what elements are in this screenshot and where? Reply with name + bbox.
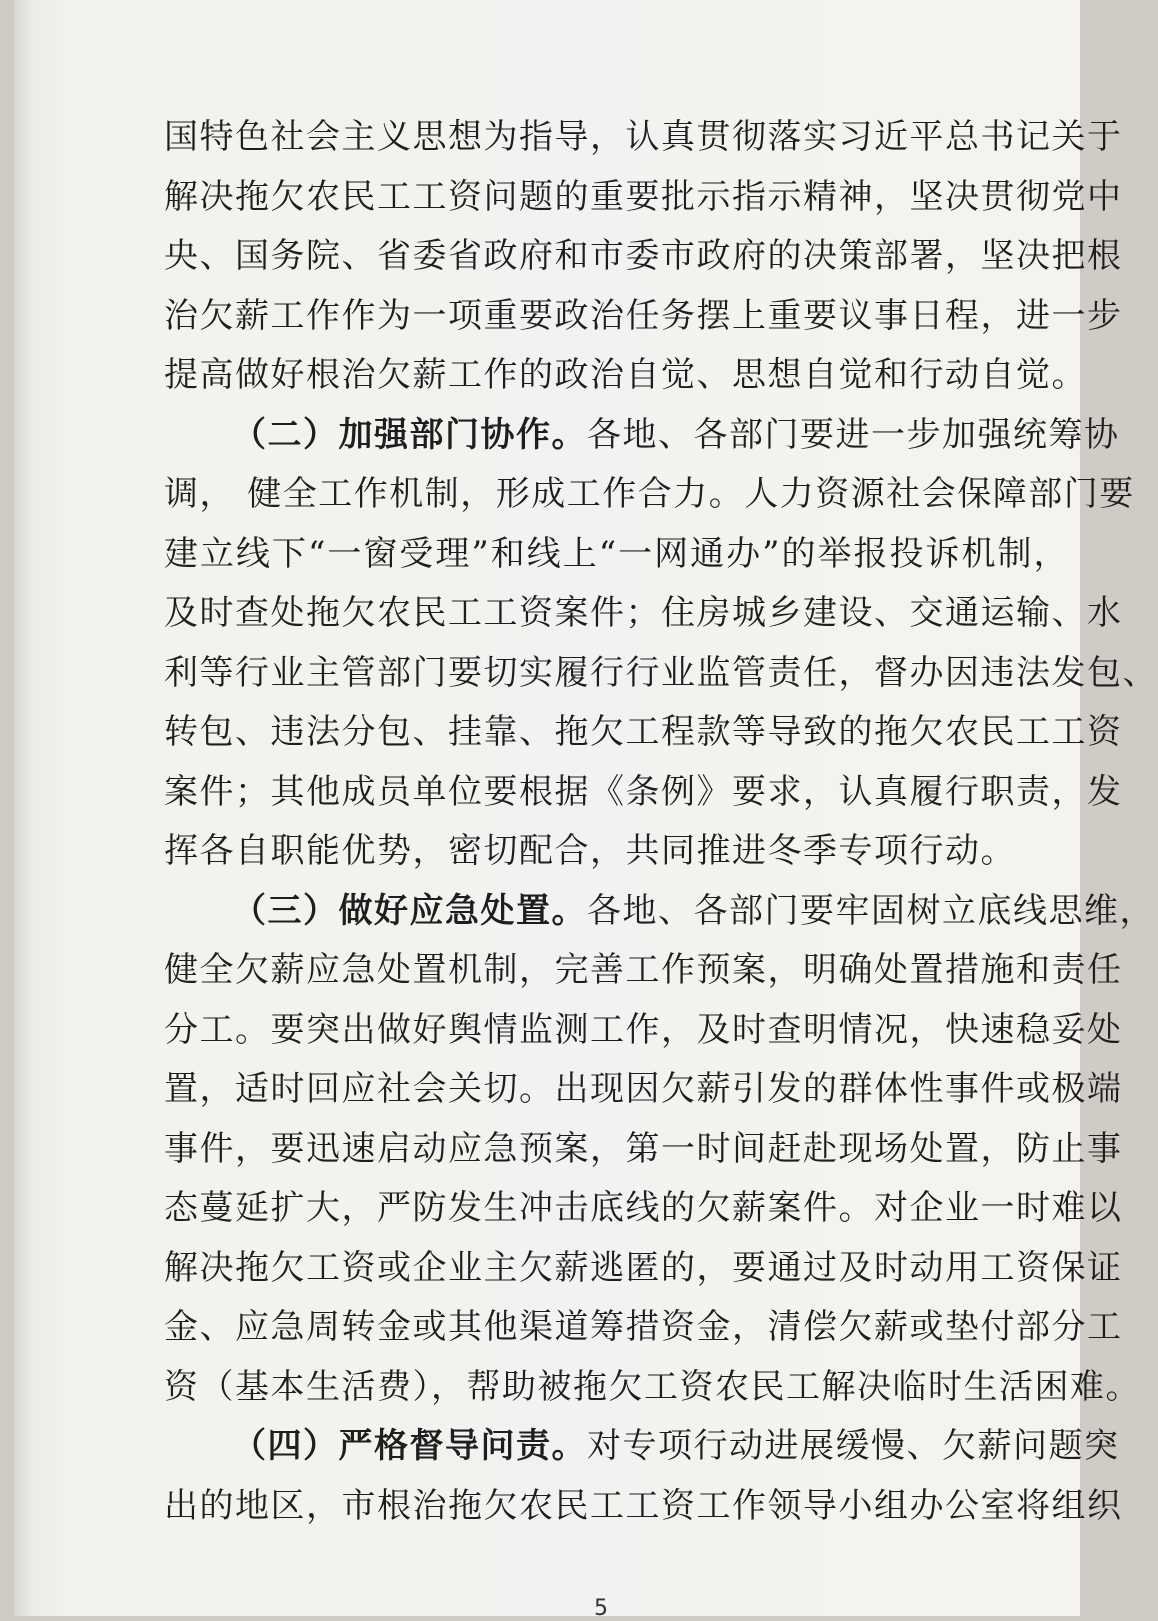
text-line: 提高做好根治欠薪工作的政治自觉、思想自觉和行动自觉。 [164,355,1087,395]
text-line: 分工。要突出做好舆情监测工作，及时查明情况，快速稳妥处 [164,1009,1123,1050]
document-page [14,0,1158,1621]
text-line: 调， 健全工作机制，形成工作合力。人力资源社会保障部门要 [164,474,1135,514]
section-heading-line: （三）做好应急处置。各地、各部门要牢固树立底线思维， [232,890,1155,931]
text-line: 案件；其他成员单位要根据《条例》要求，认真履行职责，发 [164,771,1123,812]
text-line: 转包、违法分包、挂靠、拖欠工程款等导致的拖欠农民工工资 [164,712,1123,752]
text-line: 健全欠薪应急处置机制，完善工作预案，明确处置措施和责任 [164,950,1123,990]
text-line: 态蔓延扩大，严防发生冲击底线的欠薪案件。对企业一时难以 [164,1188,1123,1228]
section-heading: （二）加强部门协作。 [232,414,587,455]
text-line: 及时查处拖欠农民工工资案件；住房城乡建设、交通运输、水 [164,593,1123,633]
text-line: 利等行业主管部门要切实履行行业监管责任，督办因违法发包、 [164,652,1158,693]
text-line: 资（基本生活费），帮助被拖欠工资农民工解决临时生活困难。 [164,1366,1141,1407]
section-heading: （三）做好应急处置。 [232,890,587,931]
text-line: 事件，要迅速启动应急预案，第一时间赶赴现场处置，防止事 [164,1128,1123,1169]
text-line: 治欠薪工作作为一项重要政治任务摆上重要议事日程，进一步 [164,295,1123,336]
text-line: 解决拖欠农民工工资问题的重要批示指示精神，坚决贯彻党中 [164,176,1123,217]
section-heading: （四）严格督导问责。 [232,1426,587,1466]
text-line: 置，适时回应社会关切。出现因欠薪引发的群体性事件或极端 [164,1069,1123,1109]
section-heading-line: （四）严格督导问责。对专项行动进展缓慢、欠薪问题突 [232,1426,1120,1466]
text-line: 建立线下“一窗受理”和线上“一网通办”的举报投诉机制， [164,533,1069,574]
text-line: 金、应急周转金或其他渠道筹措资金，清偿欠薪或垫付部分工 [164,1307,1123,1347]
text-line: 出的地区，市根治拖欠农民工工资工作领导小组办公室将组织 [164,1485,1123,1526]
text-line: 国特色社会主义思想为指导，认真贯彻落实习近平总书记关于 [164,117,1123,157]
text-line: 央、国务院、省委省政府和市委市政府的决策部署，坚决把根 [164,236,1123,276]
text-line: 挥各自职能优势，密切配合，共同推进冬季专项行动。 [164,831,1016,871]
page-number: 5 [594,1596,608,1621]
document-body [164,108,1158,1536]
section-heading-line: （二）加强部门协作。各地、各部门要进一步加强统筹协 [232,414,1120,455]
text-line: 解决拖欠工资或企业主欠薪逃匿的，要通过及时动用工资保证 [164,1247,1123,1288]
